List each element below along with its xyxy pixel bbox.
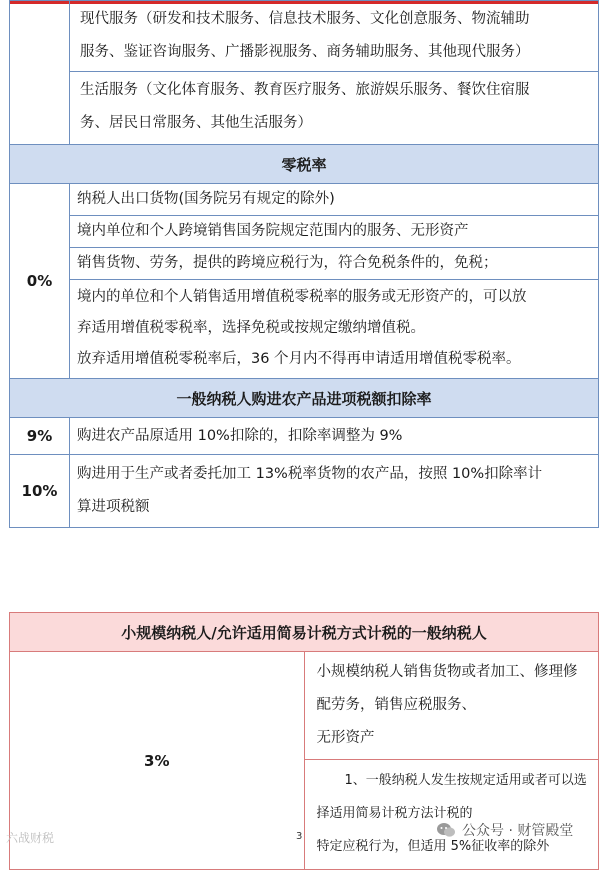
wechat-icon [436, 822, 456, 838]
wechat-account-label: 公众号 · 财管殿堂 [462, 823, 574, 839]
zero-rate-item: 境内单位和个人跨境销售国务院规定范围内的服务、无形资产 [70, 215, 598, 247]
zero-rate-text-line: 放弃适用增值税零税率后，36 个月内不得再申请适用增值税零税率。 [77, 351, 521, 367]
zero-rate-item-multi [70, 279, 598, 378]
zero-rate-item: 销售货物、劳务，提供的跨境应税行为，符合免税条件的，免税； [70, 247, 598, 279]
page-number: 3 [296, 831, 303, 842]
deduction-text-line: 购进农产品原适用 10%扣除的，扣除率调整为 9% [77, 427, 403, 444]
empty-rate-cell [10, 1, 70, 145]
simplified-block-2 [305, 759, 599, 869]
simplified-block-1 [305, 652, 599, 759]
zero-rate-item: 纳税人出口货物(国务院另有规定的除外) [77, 191, 335, 207]
simplified-header: 小规模纳税人/允许适用简易计税方式计税的一般纳税人 [10, 613, 599, 652]
service-row-life [70, 72, 599, 145]
zero-rate-content [70, 184, 599, 379]
zero-rate-header: 零税率 [10, 145, 599, 184]
rate-label-9: 9% [10, 418, 70, 455]
footer-watermark: 六战财税 [6, 831, 55, 845]
deduction-text-line: 算进项税额 [77, 499, 150, 515]
deduction-9-content [70, 418, 599, 455]
deduction-text-line: 购进用于生产或者委托加工 13%税率货物的农产品，按照 10%扣除率计 [77, 466, 543, 482]
deduction-10-content [70, 455, 599, 528]
service-text-line: 生活服务（文化体育服务、教育医疗服务、旅游娱乐服务、餐饮住宿服 [80, 82, 530, 98]
service-text-line: 务、居民日常服务、其他生活服务） [80, 115, 312, 131]
simplified-text-line: 无形资产 [316, 730, 375, 746]
zero-rate-text-line: 弃适用增值税零税率，选择免税或按规定缴纳增值税。 [77, 320, 425, 336]
rate-label-0: 0% [10, 184, 70, 379]
zero-rate-text-line: 境内的单位和个人销售适用增值税零税率的服务或无形资产的，可以放 [77, 289, 527, 305]
simplified-text-line: 1、一般纳税人发生按规定适用或者可以选择适用简易计税方法计税的 [316, 773, 587, 821]
service-text-line: 服务、鉴证咨询服务、广播影视服务、商务辅助服务、其他现代服务） [80, 44, 530, 60]
rate-label-3: 3% [10, 652, 305, 870]
simplified-text-line: 小规模纳税人销售货物或者加工、修理修配劳务，销售应税服务、 [316, 664, 578, 713]
wechat-badge [436, 820, 573, 840]
deduction-header: 一般纳税人购进农产品进项税额扣除率 [10, 379, 599, 418]
simplified-text-line: 特定应税行为，但适用 5%征收率的除外 [316, 839, 550, 854]
service-row-modern [70, 1, 599, 72]
vat-rate-table [9, 0, 599, 528]
service-text-line: 现代服务（研发和技术服务、信息技术服务、文化创意服务、物流辅助 [80, 11, 530, 27]
rate-label-10: 10% [10, 455, 70, 528]
